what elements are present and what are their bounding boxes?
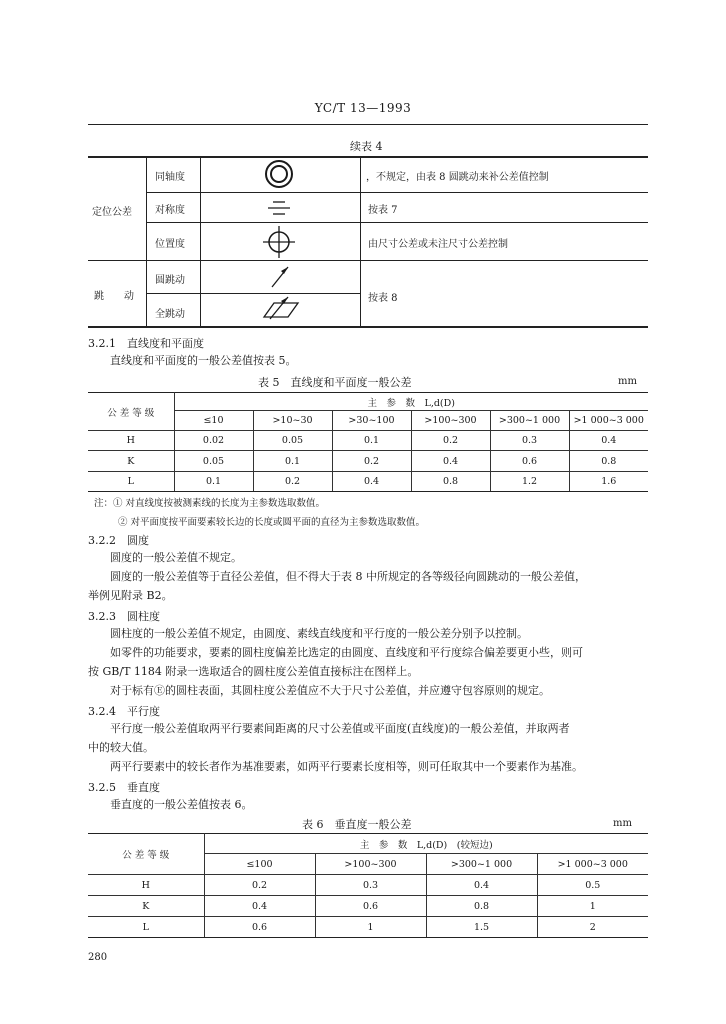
table6-unit: mm	[613, 818, 632, 829]
section-3-2-3-heading: 3.2.3 圆柱度	[88, 610, 160, 623]
section-3-2-3-p3: 对于标有Ⓔ的圆柱表面，其圆柱度公差值应不大于尺寸公差值，并应遵守包容原则的规定。	[110, 684, 550, 697]
cont-table-bottom-rule	[88, 326, 648, 328]
value-cell: 0.05	[253, 431, 332, 451]
value-cell: 0.4	[569, 431, 648, 451]
table5-range: >10~30	[253, 411, 332, 431]
table-row	[88, 917, 648, 938]
row-name-symmetry: 对称度	[155, 205, 185, 216]
table5-note-1: 注：① 对直线度按被测素线的长度为主参数选取数值。	[94, 498, 326, 509]
section-3-2-3-p2b: 按 GB/T 1184 附录一选取适合的圆柱度公差值直接标注在图样上。	[88, 665, 419, 678]
value-cell: 0.6	[315, 896, 426, 917]
table5-grade-header: 公 差 等 级	[88, 393, 174, 431]
value-cell: 0.5	[537, 875, 648, 896]
table6-grade-header: 公 差 等 级	[88, 834, 204, 875]
table5-unit: mm	[618, 376, 637, 387]
total-runout-icon	[260, 295, 302, 323]
section-3-2-2-heading: 3.2.2 圆度	[88, 534, 149, 547]
row-name-circular-runout: 圆跳动	[155, 275, 185, 286]
row-name-position: 位置度	[155, 239, 185, 250]
table6-title: 表 6 垂直度一般公差	[302, 818, 412, 831]
section-3-2-4-p1a: 平行度一般公差值取两平行要素间距离的尺寸公差值或平面度(直线度)的一般公差值，并取两者	[110, 722, 570, 735]
table-row	[88, 451, 648, 472]
table5-title: 表 5 直线度和平面度一般公差	[258, 376, 412, 389]
section-3-2-1-text: 直线度和平面度的一般公差值按表 5。	[110, 354, 297, 367]
section-3-2-3-p1: 圆柱度的一般公差值不规定，由圆度、素线直线度和平行度的一般公差分别予以控制。	[110, 627, 528, 640]
table6-range: >100~300	[315, 854, 426, 875]
value-cell: 0.2	[332, 451, 411, 472]
table5-range: >30~100	[332, 411, 411, 431]
table6	[88, 833, 648, 938]
grade-cell: L	[88, 472, 174, 492]
value-cell: 1	[315, 917, 426, 938]
value-cell: 1.6	[569, 472, 648, 492]
table5-range: >100~300	[411, 411, 490, 431]
cont-table-vline	[200, 156, 201, 327]
table-row	[88, 896, 648, 917]
value-cell: 0.1	[253, 451, 332, 472]
grade-cell: H	[88, 875, 204, 896]
value-cell: 0.4	[204, 896, 315, 917]
header-rule	[88, 124, 648, 125]
table5	[88, 392, 648, 492]
group-label-positioning: 定位公差	[92, 207, 132, 218]
grade-cell: K	[88, 451, 174, 472]
section-3-2-4-heading: 3.2.4 平行度	[88, 705, 160, 718]
table5-range: >1 000~3 000	[569, 411, 648, 431]
cont-table-hline	[146, 222, 648, 223]
grade-cell: K	[88, 896, 204, 917]
note-coaxiality: ，不规定，由表 8 圆跳动来补公差值控制	[366, 172, 549, 183]
circular-runout-icon	[268, 263, 292, 291]
section-3-2-2-p2a: 圆度的一般公差值等于直径公差值，但不得大于表 8 中所规定的各等级径向圆跳动的一般公差值，	[110, 570, 586, 583]
value-cell: 0.6	[490, 451, 569, 472]
value-cell: 0.2	[204, 875, 315, 896]
row-name-coaxiality: 同轴度	[155, 172, 185, 183]
value-cell: 2	[537, 917, 648, 938]
cont-table-top-rule	[88, 156, 648, 158]
value-cell: 1.5	[426, 917, 537, 938]
value-cell: 0.8	[411, 472, 490, 492]
position-icon	[262, 225, 296, 259]
value-cell: 0.8	[569, 451, 648, 472]
table6-range: >300~1 000	[426, 854, 537, 875]
value-cell: 0.4	[411, 451, 490, 472]
page-header: YC/T 13—1993	[314, 101, 412, 115]
section-3-2-4-p1b: 中的较大值。	[88, 741, 154, 754]
value-cell: 0.6	[204, 917, 315, 938]
cont-table-title: 续表 4	[350, 140, 383, 153]
value-cell: 0.1	[174, 472, 253, 492]
grade-cell: H	[88, 431, 174, 451]
section-3-2-3-p2a: 如零件的功能要求，要素的圆柱度偏差比选定的由圆度、直线度和平行度综合偏差要更小些，则可	[110, 646, 583, 659]
value-cell: 0.4	[426, 875, 537, 896]
value-cell: 0.8	[426, 896, 537, 917]
cont-table-vline	[146, 156, 147, 327]
table6-param-header: 主 参 数 L,d(D) (较短边)	[204, 834, 648, 854]
value-cell: 0.3	[490, 431, 569, 451]
table5-range: >300~1 000	[490, 411, 569, 431]
table5-range: ≤10	[174, 411, 253, 431]
value-cell: 1.2	[490, 472, 569, 492]
value-cell: 0.2	[253, 472, 332, 492]
table-row	[88, 472, 648, 492]
table-row	[88, 875, 648, 896]
value-cell: 0.4	[332, 472, 411, 492]
note-runout: 按表 8	[368, 293, 398, 304]
value-cell: 0.1	[332, 431, 411, 451]
value-cell: 1	[537, 896, 648, 917]
value-cell: 0.2	[411, 431, 490, 451]
value-cell: 0.05	[174, 451, 253, 472]
cont-table-hline	[88, 260, 648, 261]
note-position: 由尺寸公差或未注尺寸公差控制	[368, 239, 508, 250]
cont-table-vline	[360, 156, 361, 327]
page-number: 280	[88, 952, 108, 963]
table6-range: ≤100	[204, 854, 315, 875]
value-cell: 0.02	[174, 431, 253, 451]
cont-table-hline	[146, 293, 360, 294]
coaxiality-icon	[262, 158, 296, 190]
table5-param-header: 主 参 数 L,d(D)	[174, 393, 648, 411]
table-row	[88, 431, 648, 451]
symmetry-icon	[266, 198, 292, 218]
value-cell: 0.3	[315, 875, 426, 896]
group-label-runout: 跳 动	[94, 291, 134, 302]
section-3-2-5-text: 垂直度的一般公差值按表 6。	[110, 798, 253, 811]
grade-cell: L	[88, 917, 204, 938]
table5-note-2: ② 对平面度按平面要素较长边的长度或圆平面的直径为主参数选取数值。	[118, 517, 426, 528]
table6-range: >1 000~3 000	[537, 854, 648, 875]
note-symmetry: 按表 7	[368, 205, 398, 216]
section-3-2-2-p2b: 举例见附录 B2。	[88, 589, 173, 602]
section-3-2-1-heading: 3.2.1 直线度和平面度	[88, 337, 204, 350]
section-3-2-4-p2: 两平行要素中的较长者作为基准要素，如两平行要素长度相等，则可任取其中一个要素作为基准。	[110, 760, 583, 773]
section-3-2-5-heading: 3.2.5 垂直度	[88, 781, 160, 794]
row-name-total-runout: 全跳动	[155, 309, 185, 320]
section-3-2-2-p1: 圆度的一般公差值不规定。	[110, 551, 242, 564]
cont-table-hline	[146, 192, 648, 193]
